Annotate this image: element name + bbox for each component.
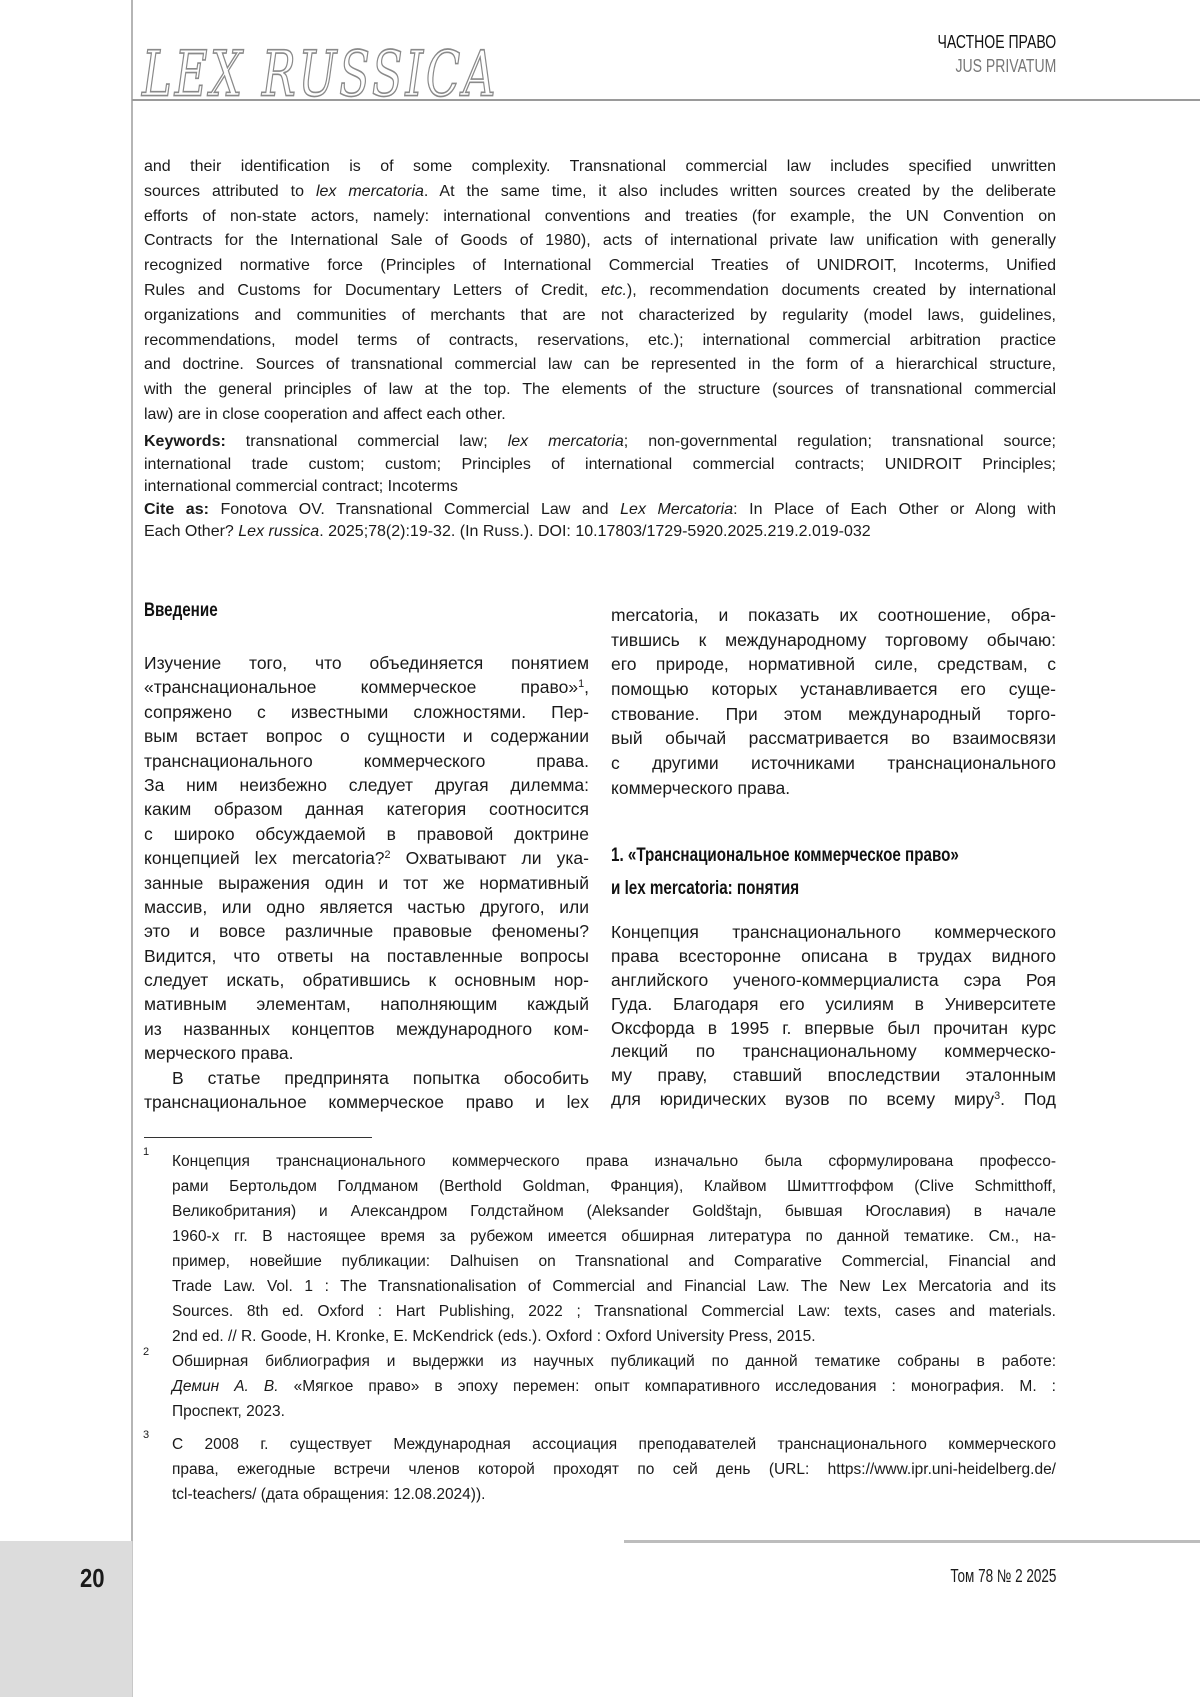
line-text: его природе, нормативной силе, средствам, с [611,652,1056,677]
text-line [144,180,1056,205]
line-text: and their identification is of some complexity. Transnational commercial law includes specified unwritten [144,155,1056,180]
line-text: му праву, ставший впоследствии эталонным [611,1064,1056,1088]
text-line [144,797,589,821]
line-text: рами Бертольдом Голдманом (Berthold Goldman, Франция), Клайвом Шмиттгоффом (Clive Schmitthoff, [172,1174,1056,1199]
footnote-1 [172,1149,1056,1349]
line-text: law) are in close cooperation and affect each other. [144,403,506,428]
line-text: Проспект, 2023. [172,1399,285,1424]
line-text: С 2008 г. существует Международная ассоциация преподавателей транснационального коммерческого [172,1432,1056,1457]
page-number: 20 [80,1563,105,1594]
line-text: права всесторонне описана в трудах видного [611,945,1056,969]
footnote-ref[interactable]: 2 [385,849,391,861]
line-text: mercatoria, и показать их соотношение, обра- [611,603,1056,628]
text-line [144,499,1056,522]
text-run: ; non-governmental regulation; transnational source; [624,433,1056,450]
text-line [172,1399,1056,1424]
line-text: Trade Law. Vol. 1 : The Transnationalisation of Commercial and Financial Law. The New Lex Mercatoria and its [172,1274,1056,1299]
text-line [144,521,1056,544]
line-text: Contracts for the International Sale of Goods of 1980), acts of international private law unification with generally [144,229,1056,254]
line-text: вым встает вопрос о сущности и содержании [144,724,589,748]
text-line [172,1199,1056,1224]
line-text: Изучение того, что объединяется понятием [144,651,589,675]
line-text: вый обычай рассматривается во взаимосвязи [611,726,1056,751]
line-text: tcl-teachers/ (дата обращения: 12.08.2024)). [172,1482,485,1507]
line-text: Великобритания) и Александром Голдстайном (Aleksander Goldštajn, бывшая Югославия) в начале [172,1199,1056,1224]
line-text: Оксфорда в 1995 г. впервые был прочитан курс [611,1017,1056,1041]
line-text: ствование. При этом международный торго- [611,702,1056,727]
text-line [144,454,1056,477]
line-text: with the general principles of law at the top. The elements of the structure (sources of transnational commercial [144,378,1056,403]
footnote-3 [172,1432,1056,1507]
italic-text: Lex russica [238,523,319,540]
line-text: efforts of non-state actors, namely: international conventions and treaties (for example, the UN Convention on [144,205,1056,230]
text-line [172,1274,1056,1299]
text-line [172,1349,1056,1374]
line-text: это и вовсе различные правовые феномены? [144,919,589,943]
line-text: Концепция транснационального коммерческого права изначально была сформулирована профессо- [172,1149,1056,1174]
line-text: recognized normative force (Principles of International Commercial Treaties of UNIDROIT, Incoterms, Unified [144,254,1056,279]
footer-rule [624,1540,1200,1543]
text-line [611,751,1056,776]
line-text [172,1374,1056,1399]
text-run: «транснациональное коммерческое право» [144,677,578,697]
line-text [611,1088,1056,1112]
text-line [172,1432,1056,1457]
footnote-2 [172,1349,1056,1424]
line-text: organizations and communities of merchants that are not characterized by regularity (model laws, guidelines, [144,304,1056,329]
line-text: Видится, что ответы на поставленные вопросы [144,944,589,968]
line-text: мативным элементам, наполняющим каждый [144,992,589,1016]
text-line [611,702,1056,727]
keywords-and-citation [144,431,1056,544]
section1-body [611,921,1056,1112]
line-text [144,521,871,544]
text-run: : In Place of Each Other or Along with [733,501,1056,518]
text-line [611,776,1056,801]
text-line [144,675,589,699]
text-run: ), recommendation documents created by international [627,282,1056,299]
text-line [144,968,589,992]
text-line [144,1041,589,1065]
text-line [144,205,1056,230]
footnote-ref[interactable]: 1 [578,678,584,690]
italic-text: Lex Mercatoria [620,501,733,518]
text-line [172,1374,1056,1399]
line-text: из названных концептов международного ком- [144,1017,589,1041]
line-text: Sources. 8th ed. Oxford : Hart Publishing, 2022 ; Transnational Commercial Law: texts, cases and materials. [172,1299,1056,1324]
text-line [172,1149,1056,1174]
line-text: international trade custom; custom; Principles of international commercial contracts; UNIDROIT Principles; [144,454,1056,477]
text-line [172,1482,1056,1507]
bold-label: Keywords: [144,433,226,450]
line-text: массив, или одно является частью другого, или [144,895,589,919]
text-run: Fonotova OV. Transnational Commercial Law and [209,501,620,518]
line-text: английского ученого-коммерциалиста сэра Роя [611,969,1056,993]
footnote-number: 1 [143,1146,149,1158]
text-line [611,1088,1056,1112]
text-line [144,431,1056,454]
footnote-ref[interactable]: 3 [994,1090,1000,1102]
section-heading-intro: Введение [144,600,218,622]
line-text: Концепция транснационального коммерческого [611,921,1056,945]
text-line [611,1064,1056,1088]
text-line [144,1066,589,1090]
text-line [611,945,1056,969]
section-heading-1-line2: и lex mercatoria: понятия [611,878,799,900]
text-line [611,921,1056,945]
text-line [144,1090,589,1114]
text-line [611,969,1056,993]
line-text: права, ежегодные встречи членов которой проходят по сей день (URL: https://www.ipr.uni-heidelberg.de/ [172,1457,1056,1482]
line-text: с широко обсуждаемой в правовой доктрине [144,822,589,846]
text-run: концепцией lex mercatoria? [144,848,385,868]
text-line [144,846,589,870]
italic-text: lex mercatoria [508,433,624,450]
abstract [144,155,1056,428]
text-line [172,1224,1056,1249]
line-text: транснациональное коммерческое право и lex [144,1090,589,1114]
footnote-separator [144,1137,372,1138]
footnote-number: 3 [143,1429,149,1441]
text-line [144,304,1056,329]
line-text: тившись к международному торговому обычаю: [611,628,1056,653]
text-line [144,944,589,968]
line-text: каким образом данная категория соотносится [144,797,589,821]
line-text: помощью которых устанавливается его суще- [611,677,1056,702]
line-text [144,180,1056,205]
text-line [611,603,1056,628]
line-text: В статье предпринята попытка обособить [172,1066,589,1090]
text-line [611,677,1056,702]
text-run: для юридических вузов по всему миру [611,1089,994,1109]
line-text [144,279,1056,304]
text-line [611,726,1056,751]
text-line [172,1174,1056,1199]
line-text [144,675,589,699]
text-line [611,1040,1056,1064]
line-text: сопряжено с известными сложностями. Пер- [144,700,589,724]
line-text: Обширная библиография и выдержки из научных публикаций по данной тематике собраны в работе: [172,1349,1056,1374]
line-text: транснационального коммерческого права. [144,749,589,773]
text-line [144,279,1056,304]
text-line [144,773,589,797]
italic-text: lex mercatoria [316,183,424,200]
text-line [172,1457,1056,1482]
text-run: Each Other? [144,523,238,540]
text-line [144,749,589,773]
text-run: «Мягкое право» в эпоху перемен: опыт компаративного исследования : монография. М. : [279,1378,1056,1395]
text-run: Охватывают ли ука- [391,848,589,868]
text-line [611,1017,1056,1041]
text-line [144,895,589,919]
text-line [144,353,1056,378]
text-run: . At the same time, it also includes written sources created by the deliberate [424,183,1056,200]
text-line [611,628,1056,653]
text-line [144,476,1056,499]
header-rule [132,99,1200,101]
text-line [144,651,589,675]
line-text [144,499,1056,522]
text-line [144,378,1056,403]
section-heading-1-line1: 1. «Транснациональное коммерческое право» [611,845,959,867]
text-line [611,652,1056,677]
text-line [144,724,589,748]
line-text: занные выражения один и тот же нормативный [144,871,589,895]
text-line [144,403,1056,428]
line-text: За ним неизбежно следует другая дилемма: [144,773,589,797]
line-text: recommendations, model terms of contracts, reservations, etc.); international commercial arbitration practice [144,329,1056,354]
text-line [144,329,1056,354]
text-line [144,700,589,724]
intro-column-right [611,603,1056,801]
line-text: следует искать, обратившись к основным нор- [144,968,589,992]
text-line [144,1017,589,1041]
text-line [144,822,589,846]
line-text [144,846,589,870]
intro-column-left [144,651,589,1114]
line-text: пример, новейшие публикации: Dalhuisen on Transnational and Comparative Commercial, Financial and [172,1249,1056,1274]
issue-info: Том 78 № 2 2025 [950,1566,1056,1587]
text-line [144,229,1056,254]
line-text: Гуда. Благодаря его усилиям в Университете [611,993,1056,1017]
text-line [611,993,1056,1017]
line-text: international commercial contract; Incoterms [144,476,458,499]
text-line [144,919,589,943]
footnote-number: 2 [143,1346,149,1358]
margin-rule [131,0,133,1541]
text-run: , [584,677,589,697]
italic-text: Демин А. В. [172,1378,279,1395]
text-line [172,1299,1056,1324]
text-run: Rules and Customs for Documentary Letters of Credit, [144,282,601,299]
text-line [172,1324,1056,1349]
text-run: sources attributed to [144,183,316,200]
line-text: мерческого права. [144,1041,294,1065]
text-line [144,992,589,1016]
line-text: and doctrine. Sources of transnational commercial law can be represented in the form of a hierarchical structure, [144,353,1056,378]
line-text: с другими источниками транснационального [611,751,1056,776]
line-text: коммерческого права. [611,776,790,801]
bold-label: Cite as: [144,501,209,518]
line-text: 1960-х гг. В настоящее время за рубежом имеется обширная литература по данной тематике. См., на- [172,1224,1056,1249]
journal-logo: LEX RUSSICA [142,38,498,111]
text-run: . Под [1000,1089,1056,1109]
text-run: transnational commercial law; [226,433,508,450]
text-line [144,254,1056,279]
rubric-russian: ЧАСТНОЕ ПРАВО [937,32,1056,53]
text-line [144,155,1056,180]
line-text: лекций по транснациональному коммерческо- [611,1040,1056,1064]
page-number-tab [0,1541,133,1697]
text-line [172,1249,1056,1274]
line-text: 2nd ed. // R. Goode, H. Kronke, E. McKendrick (eds.). Oxford : Oxford University Press, 2015. [172,1324,816,1349]
text-line [144,871,589,895]
rubric-latin: JUS PRIVATUM [955,56,1056,77]
line-text [144,431,1056,454]
text-run: . 2025;78(2):19-32. (In Russ.). DOI: 10.17803/1729-5920.2025.219.2.019-032 [319,523,871,540]
italic-text: etc. [601,282,627,299]
